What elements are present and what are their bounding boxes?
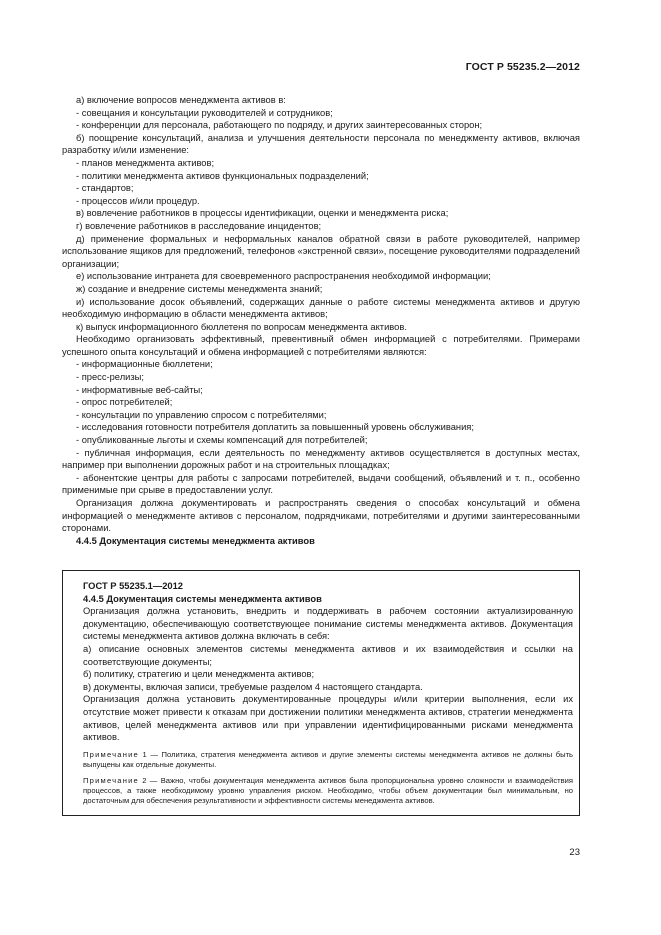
- box-list-item: а) описание основных элементов системы менеджмента активов и их взаимодействия и ссылки на соответствующие документы;: [83, 643, 573, 667]
- box-list-item: в) документы, включая записи, требуемые разделом 4 настоящего стандарта.: [83, 681, 423, 692]
- list-item: - пресс-релизы;: [76, 372, 144, 383]
- list-item: - конференции для персонала, работающего по подряду, и других заинтересованных сторон;: [76, 120, 483, 131]
- paragraph: г) вовлечение работников в расследование инцидентов;: [76, 220, 322, 231]
- list-item: - консультации по управлению спросом с потребителями;: [76, 409, 327, 420]
- note-text: 2 — Важно, чтобы документация менеджмента активов была пропорциональна уровню сложности и взаимодействия процессов, а также необходимому уровню управления риском. Необходимо, чтобы объем документации был минимальным, но достаточным для обеспечения результативности и эффективности системы менеджмента активов.: [83, 775, 573, 806]
- note-label: Примечание: [83, 749, 139, 759]
- list-item: - опубликованные льготы и схемы компенсаций для потребителей;: [76, 435, 368, 446]
- list-item: - стандартов;: [76, 183, 134, 194]
- paragraph: и) использование досок объявлений, содержащих данные о работе системы менеджмента активов и другую необходимую информацию в области менеджмента активов;: [62, 296, 580, 320]
- paragraph: Необходимо организовать эффективный, превентивный обмен информацией с потребителями. Примерами успешного опыта консультаций и обмена информацией с потребителями являются:: [62, 334, 580, 357]
- box-paragraph: Организация должна установить документированные процедуры и/или критерии выполнения, если их отсутствие может привести к отказам при достижении политики менеджмента активов, стратегии менеджмента активов, целей менеджмента активов или при управлении идентифицированными рисками менеджмента активов.: [83, 694, 573, 743]
- list-item: - исследования готовности потребителя доплатить за повышенный уровень обслуживания;: [76, 422, 474, 433]
- list-item: - абонентские центры для работы с запросами потребителей, выдачи сообщений, объявлений и т. п., особенно применимые при срыве в предоставлении услуг.: [62, 472, 580, 496]
- list-item: - информационные бюллетени;: [76, 359, 213, 370]
- note-1: [83, 750, 573, 771]
- box-section-heading: 4.4.5 Документация системы менеджмента активов: [83, 593, 322, 604]
- reference-standard-code: ГОСТ Р 55235.1—2012: [83, 581, 183, 591]
- note-2: [83, 776, 573, 807]
- note-text: 1 — Политика, стратегия менеджмента активов и другие элементы системы менеджмента активов не должны быть выпущены как отдельные документы.: [83, 749, 573, 770]
- paragraph: а) включение вопросов менеджмента активов в:: [76, 95, 286, 105]
- list-item: - информативные веб-сайты;: [76, 384, 203, 395]
- list-item: - совещания и консультации руководителей и сотрудников;: [76, 107, 333, 118]
- paragraph: б) поощрение консультаций, анализа и улучшения деятельности персонала по менеджменту активов, включая разработку и/или изменение:: [62, 132, 580, 156]
- list-item: - процессов и/или процедур.: [76, 195, 200, 206]
- quoted-standard-box: [62, 570, 580, 816]
- list-item: - планов менеджмента активов;: [76, 157, 215, 168]
- paragraph: в) вовлечение работников в процессы идентификации, оценки и менеджмента риска;: [76, 208, 449, 219]
- document-code-header: ГОСТ Р 55235.2—2012: [465, 61, 580, 73]
- page-number: 23: [569, 847, 580, 858]
- paragraph: к) выпуск информационного бюллетеня по вопросам менеджмента активов.: [76, 321, 407, 332]
- paragraph: ж) создание и внедрение системы менеджмента знаний;: [76, 283, 323, 294]
- main-text: [62, 94, 580, 547]
- section-heading: 4.4.5 Документация системы менеджмента активов: [76, 535, 315, 546]
- box-paragraph: Организация должна установить, внедрить и поддерживать в рабочем состоянии актуализированную документацию, обеспечивающую соответствующее понимание системы менеджмента активов. Документация системы менеджмента активов должна включать в себя:: [83, 606, 573, 642]
- paragraph: Организация должна документировать и распространять сведения о способах консультаций и обмена информацией о менеджменте активов с персоналом, подрядчиками, потребителями и другими заинтересованными сторонами.: [62, 498, 580, 534]
- note-label: Примечание: [83, 775, 139, 785]
- list-item: - публичная информация, если деятельность по менеджменту активов осуществляется в доступных местах, например при выполнении дорожных работ и на строительных площадках;: [62, 447, 580, 471]
- paragraph: е) использование интранета для своевременного распространения необходимой информации;: [76, 271, 491, 282]
- box-list-item: б) политику, стратегию и цели менеджмента активов;: [83, 669, 315, 680]
- paragraph: д) применение формальных и неформальных каналов обратной связи в работе руководителей, например использование ящиков для предложений, телефонов «экстренной связи», посещение руководителями подразделений организации;: [62, 233, 580, 269]
- list-item: - опрос потребителей;: [76, 397, 173, 408]
- list-item: - политики менеджмента активов функциональных подразделений;: [76, 170, 369, 181]
